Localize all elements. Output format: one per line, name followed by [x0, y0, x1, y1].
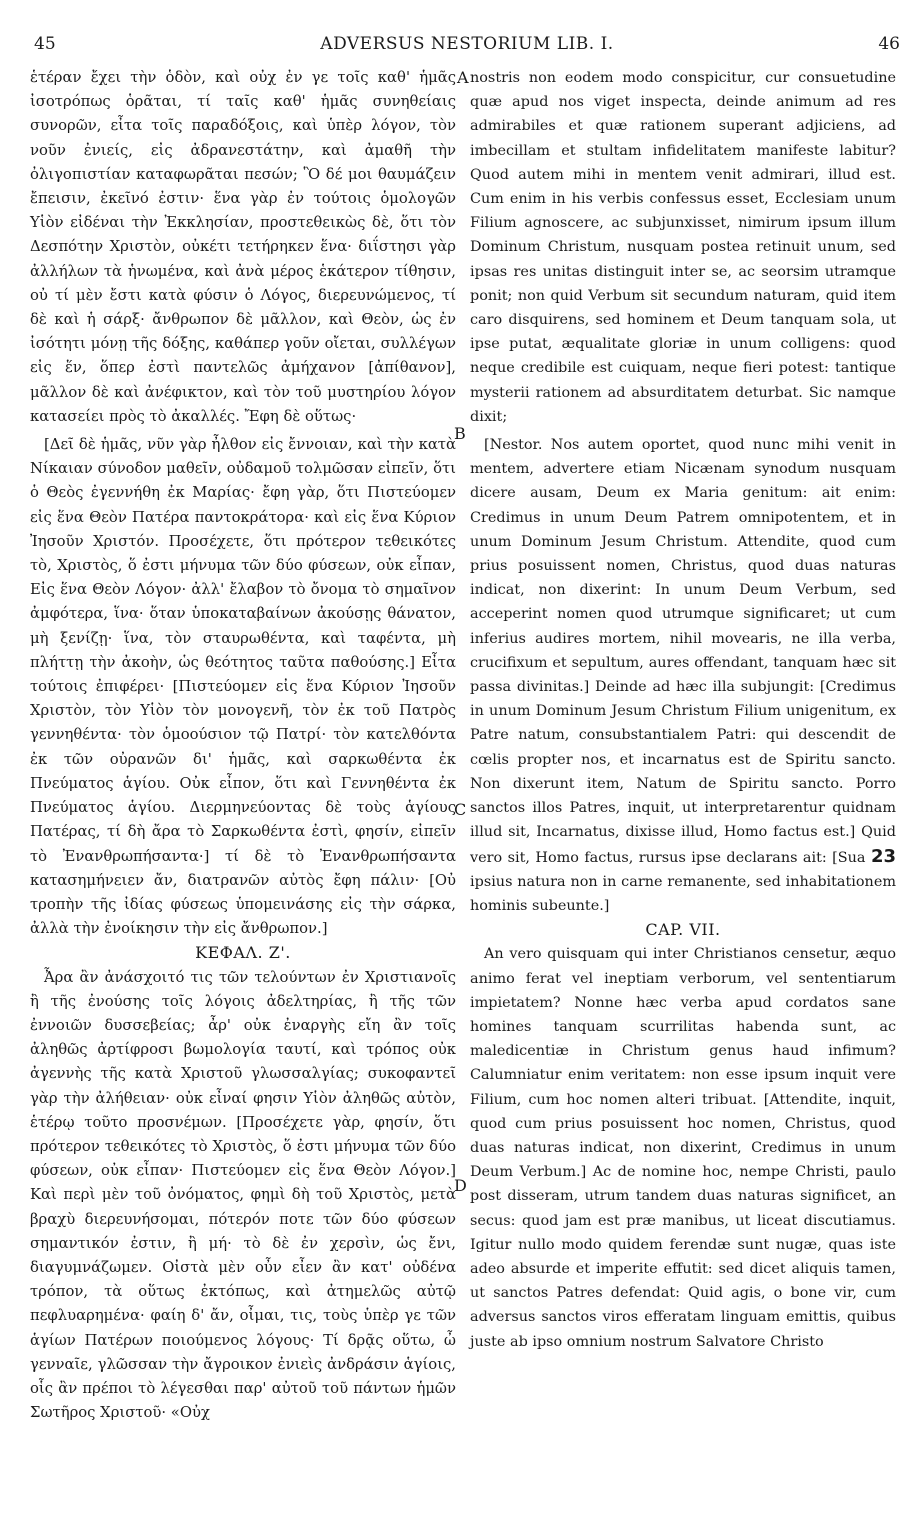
greek-chapter-heading: ΚΕΦΑΛ. Ζ'. [195, 943, 291, 963]
greek-paragraph-2: [Δεῖ δὲ ἡμᾶς, νῦν γὰρ ἦλθον εἰς ἔννοιαν, καὶ τὴν κατὰ Νίκαιαν σύνοδον μαθεῖν, οὐδαμοῦ τολμῶσαν εἰπεῖν, ὅτι ὁ Θεὸς ἐγεννήθη ἐκ Μαρίας· ἔφη γὰρ, ὅτι Πιστεύομεν εἰς ἕνα Θεὸν Πατέρα παντοκράτορα· καὶ εἰς ἕνα Κύριον Ἰησοῦν Χριστόν. Προσέχετε, ὅτι πρότερον τεθεικότες τὸ, Χριστὸς, ὅ ἐστι μήνυμα τῶν δύο φύσεων, οὐκ εἶπαν, Εἰς ἕνα Θεὸν Λόγον· ἀλλ' ἔλαβον τὸ ὄνομα τὸ σημαῖνον ἀμφότερα, ἵνα· ὅταν ὑποκαταβαίνων ἀκούσῃς θάνατον, μὴ ξενίζῃ· ἵνα, τὸν σταυρωθέντα, καὶ ταφέντα, μὴ πλήττῃ τὴν ἀκοὴν, ὡς θεότητος ταῦτα παθούσης.] Εἶτα τούτοις ἐπιφέρει· [Πιστεύομεν εἰς ἕνα Κύριον Ἰησοῦν Χριστὸν, τὸν Υἱὸν τὸν μονογενῆ, τὸν ἐκ τοῦ Πατρὸς γεννηθέντα· τὸν ὁμοούσιον τῷ Πατρί· τὸν κατελθόντα ἐκ τῶν οὐρανῶν δι' ἡμᾶς, καὶ σαρκωθέντα ἐκ Πνεύματος ἁγίου. Οὐκ εἶπον, ὅτι καὶ Γεννηθέντα ἐκ Πνεύματος ἁγίου. Διερμηνεύοντας δὲ τοὺς ἁγίους Πατέρας, τί δὴ ἄρα τὸ Σαρκωθέντα ἐστὶ, φησίν, εἰπεῖν τὸ Ἐνανθρωπήσαντα·] τί δὲ τὸ Ἐνανθρωπήσαντα κατασημήνειεν ἄν, διατρανῶν αὐτὸς ἔφη πάλιν· [Οὐ τροπὴν τῆς ἰδίας φύσεως ὑπομεινάσης εἰς τὴν σάρκα, ἀλλὰ τὴν ἐνοίκησιν τὴν εἰς ἄνθρωπον.] [30, 436, 456, 938]
latin-paragraph-2 [470, 433, 896, 918]
latin-paragraph-2-text: [Nestor. Nos autem oportet, quod nunc mihi venit in mentem, advertere etiam Nicænam synodum nusquam dicere ausam, Deum ex Maria genitum: ait enim: Credimus in unum Deum Patrem omnipotentem, et in unum Dominum Jesum Christum. Attendite, quod cum prius posuissent nomen, Christus, quod duas naturas indicat, non dixerint: In unum Deum Verbum, sed acceperint nomen quod utrumque significaret; ut cum inferius audires mortem, nihil movearis, ne illa verba, crucifixum et sepultum, aures offendant, tanquam hæc sit passa divinitas.] Deinde ad hæc illa subjungit: [Credimus in unum Dominum Jesum Christum Filium unigenitum, ex Patre natum, consubstantialem Patri: qui descendit de cœlis propter nos, et incarnatus est de Spiritu sancto. Non dixerunt item, Natum de Spiritu sancto. Porro sanctos illos Patres, inquit, ut interpretarentur quidnam illud sit, Incarnatus, dixisse illud, Homo factus est.] Quid vero sit, Homo factus, rursus ipse declarans ait: [Sua [470, 437, 896, 866]
margin-letter-c: C [454, 800, 467, 819]
latin-column [470, 66, 896, 1354]
left-page-number: 45 [34, 34, 56, 54]
folio-number: 23 [870, 845, 896, 867]
right-page-number: 46 [878, 34, 900, 54]
greek-paragraph-3: Ἆρα ἂν ἀνάσχοιτό τις τῶν τελούντων ἐν Χριστιανοῖς ἢ τῆς ἐνούσης τοῖς λόγοις ἀδελτηρίας, ἢ τῆς τῶν ἐννοιῶν δυσσεβείας; ἆρ' οὐκ ἐναργὴς εἴη ἂν τοῖς ἀληθῶς ἀρτίφροσι βωμολογία ταυτί, καὶ τρόπος οὐκ ἀγεννὴς τῆς κατὰ Χριστοῦ γλωσσαλγίας; συκοφαντεῖ γὰρ τὴν ἀλήθειαν· οὐκ εἶναί φησιν Υἱὸν ἀληθῶς αὐτὸν, ἑτέρῳ τοῦτο προσνέμων. [Προσέχετε γὰρ, φησίν, ὅτι πρότερον τεθεικότες τὸ Χριστὸς, ὅ ἐστι μήνυμα τῶν δύο φύσεων, οὐκ εἶπαν· Πιστεύομεν εἰς ἕνα Θεὸν Λόγον.] Καὶ περὶ μὲν τοῦ ὀνόματος, φημὶ δὴ τοῦ Χριστὸς, μετὰ βραχὺ διερευνήσομαι, πότερόν ποτε τῶν δύο φύσεων σημαντικόν ἐστιν, ἢ μή· τὸ δὲ ἐν χερσὶν, ὡς ἔνι, διαγυμνάζωμεν. Οἰστὰ μὲν οὖν εἶεν ἂν κατ' οὐδένα τρόπον, τὰ οὕτως ἐκτόπως, καὶ ἀτημελῶς αὐτῷ πεφλυαρημένα· φαίη δ' ἄν, οἶμαι, τις, τοὺς ὑπὲρ γε τῶν ἁγίων Πατέρων ποιούμενος λόγους· Τί δρᾷς οὕτω, ὦ γενναῖε, γλῶσσαν τὴν ἄγροικον ἐνιεὶς ἀνδράσιν ἁγίοις, οἷς ἂν πρέποι τὸ λέγεσθαι παρ' αὐτοῦ τοῦ πάντων ἡμῶν Σωτῆρος Χριστοῦ· «Οὐχ [30, 968, 456, 1422]
margin-letter-b: B [454, 424, 466, 443]
greek-paragraph-1: ἑτέραν ἔχει τὴν ὁδὸν, καὶ οὐχ ἐν γε τοῖς καθ' ἡμᾶς ἰσοτρόπως ὁρᾶται, τί ταῖς καθ' ἡμᾶς συνηθείαις συνορῶν, εἶτα τοῖς παραδόξοις, καὶ ὑπὲρ λόγον, τὸν νοῦν ἐνιείς, εἰς ἀδρανεστάτην, καὶ ἀμαθῆ τὴν ὀλιγοπιστίαν καταφωρᾶται πεσών; Ὃ δέ μοι θαυμάζειν ἔπεισιν, ἐκεῖνό ἐστιν· ἕνα γὰρ ἐν τούτοις ὁμολογῶν Υἱὸν εἰδέναι τὴν Ἐκκλησίαν, προστεθεικὼς δὲ, ὅτι τὸν Δεσπότην Χριστὸν, οὐκέτι τετήρηκεν ἕνα· διΐστησι γὰρ ἀλλήλων τὰ ἡνωμένα, καὶ ἀνὰ μέρος ἑκάτερον τίθησιν, οὐ τί μὲν ἔστι κατὰ φύσιν ὁ Λόγος, διερευνώμενος, τί δὲ καὶ ἡ σάρξ· ἄνθρωπον δὲ μᾶλλον, καὶ Θεὸν, ὡς ἐν ἰσότητι μόνῃ τῆς δόξης, καθάπερ γοῦν οἴεται, συλλέγων εἰς ἕν, ὅπερ ἐστὶ παντελῶς ἀμήχανον [ἀπίθανον], μᾶλλον δὲ καὶ ἀνέφικτον, καὶ τὸν τοῦ μυστηρίου λόγον κατασείει πρὸς τὸ ἀκαλλές. Ἔφη δὲ οὕτως· [30, 69, 456, 425]
latin-chapter-heading: CAP. VII. [645, 920, 721, 940]
margin-letter-a: A [457, 68, 469, 87]
margin-letter-d: D [454, 1176, 467, 1195]
latin-paragraph-1: nostris non eodem modo conspicitur, cur consuetudine quæ apud nos viget inspecta, deinde animum ad res admirabiles et quæ rationem superant adjiciens, ad imbecillam et stultam infidelitatem manifeste labitur? Quod autem mihi in mentem venit admirari, illud est. Cum enim in his verbis confessus esset, Ecclesiam unum Filium agnoscere, ac subjunxisset, nimirum ipsum illum Dominum Christum, nusquam postea retinuit unum, sed ipsas res unitas distinguit inter se, ac seorsim utramque ponit; non quid Verbum sit secundum naturam, quid item caro disquirens, sed hominem et Deum tanquam sola, ut ipse putat, æqualitate gloriæ in unum colligens: quod neque credibile est cuiquam, neque fieri potest: tantique mysterii rationem ad absurditatem deturbat. Sic namque dixit; [470, 70, 896, 425]
running-title: ADVERSUS NESTORIUM LIB. I. [320, 34, 614, 54]
running-header [34, 34, 900, 58]
latin-paragraph-3: An vero quisquam qui inter Christianos censetur, æquo animo ferat vel ineptiam verborum, vel sententiarum impietatem? Nonne hæc verba apud cordatos sane homines tanquam scurrilitas habenda sunt, ac maledicentiæ in Christum genus haud infimum? Calumniatur enim veritatem: non esse ipsum inquit vere Filium, cum hoc nomen alteri tribuat. [Attendite, inquit, quod cum prius posuissent hoc nomen, Christus, quod duas naturas indicat, non dixerint, Credimus in unum Deum Verbum.] Ac de nomine hoc, nempe Christi, paulo post disseram, utrum tandem duas naturas significet, an secus: quod jam est præ manibus, ut liceat discutiamus. Igitur nullo modo quidem ferendæ sunt nugæ, quas iste adeo absurde et imperite effutit: sed dicet aliquis tamen, ut sanctos Patres defendat: Quid agis, o bone vir, cum adversus sanctos viros efferatam linguam emittis, quibus juste ab ipso omnium nostrum Salvatore Christo [470, 946, 896, 1350]
latin-paragraph-2-end: ipsius natura non in carne remanente, sed inhabitationem hominis subeunte.] [470, 873, 896, 914]
greek-column [30, 66, 456, 1425]
